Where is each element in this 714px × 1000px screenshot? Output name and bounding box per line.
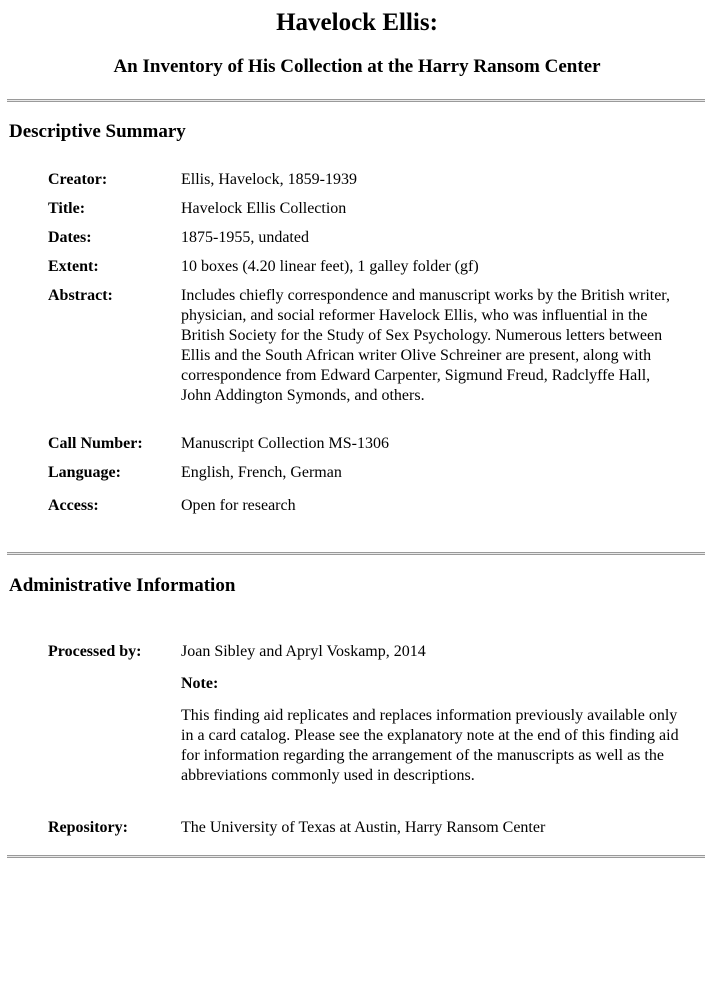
abstract-value: Includes chiefly correspondence and manuscript works by the British writer, physician, and social reformer Havelock Ellis, who was influential in the British Society for the Study of Sex Psychology. Numerous letters between Ellis and the South African writer Olive Schreiner are present, along with correspondence from Edward Carpenter, Sigmund Freud, Radclyffe Hall, John Addington Symonds, and others. (181, 287, 670, 404)
call-number-label: Call Number: (48, 435, 143, 452)
abstract-label: Abstract: (48, 287, 113, 304)
repository-label: Repository: (48, 819, 128, 836)
page-title: Havelock Ellis: (276, 9, 438, 36)
administrative-information-heading: Administrative Information (9, 575, 236, 596)
access-label: Access: (48, 497, 99, 514)
creator-value: Ellis, Havelock, 1859-1939 (181, 171, 357, 188)
note-value: This finding aid replicates and replaces information previously available only in a card catalog. Please see the explanatory note at the end of this finding aid for information regarding the arrangement of the manuscripts as well as the abbreviations commonly used in descriptions. (181, 707, 679, 784)
extent-value: 10 boxes (4.20 linear feet), 1 galley folder (gf) (181, 258, 479, 275)
access-value: Open for research (181, 497, 296, 514)
horizontal-rule (7, 855, 705, 858)
call-number-value: Manuscript Collection MS-1306 (181, 435, 389, 452)
language-value: English, French, German (181, 464, 342, 481)
repository-value: The University of Texas at Austin, Harry Ransom Center (181, 819, 546, 836)
dates-label: Dates: (48, 229, 92, 246)
title-label: Title: (48, 200, 86, 217)
dates-value: 1875-1955, undated (181, 229, 309, 246)
processed-by-label: Processed by: (48, 643, 142, 660)
note-label: Note: (181, 675, 219, 692)
extent-label: Extent: (48, 258, 99, 275)
creator-label: Creator: (48, 171, 108, 188)
language-label: Language: (48, 464, 121, 481)
horizontal-rule (7, 552, 705, 555)
horizontal-rule (7, 99, 705, 102)
processed-by-value: Joan Sibley and Apryl Voskamp, 2014 (181, 643, 426, 660)
descriptive-summary-heading: Descriptive Summary (9, 121, 186, 142)
title-value: Havelock Ellis Collection (181, 200, 347, 217)
page-subtitle: An Inventory of His Collection at the Harry Ransom Center (113, 56, 601, 77)
